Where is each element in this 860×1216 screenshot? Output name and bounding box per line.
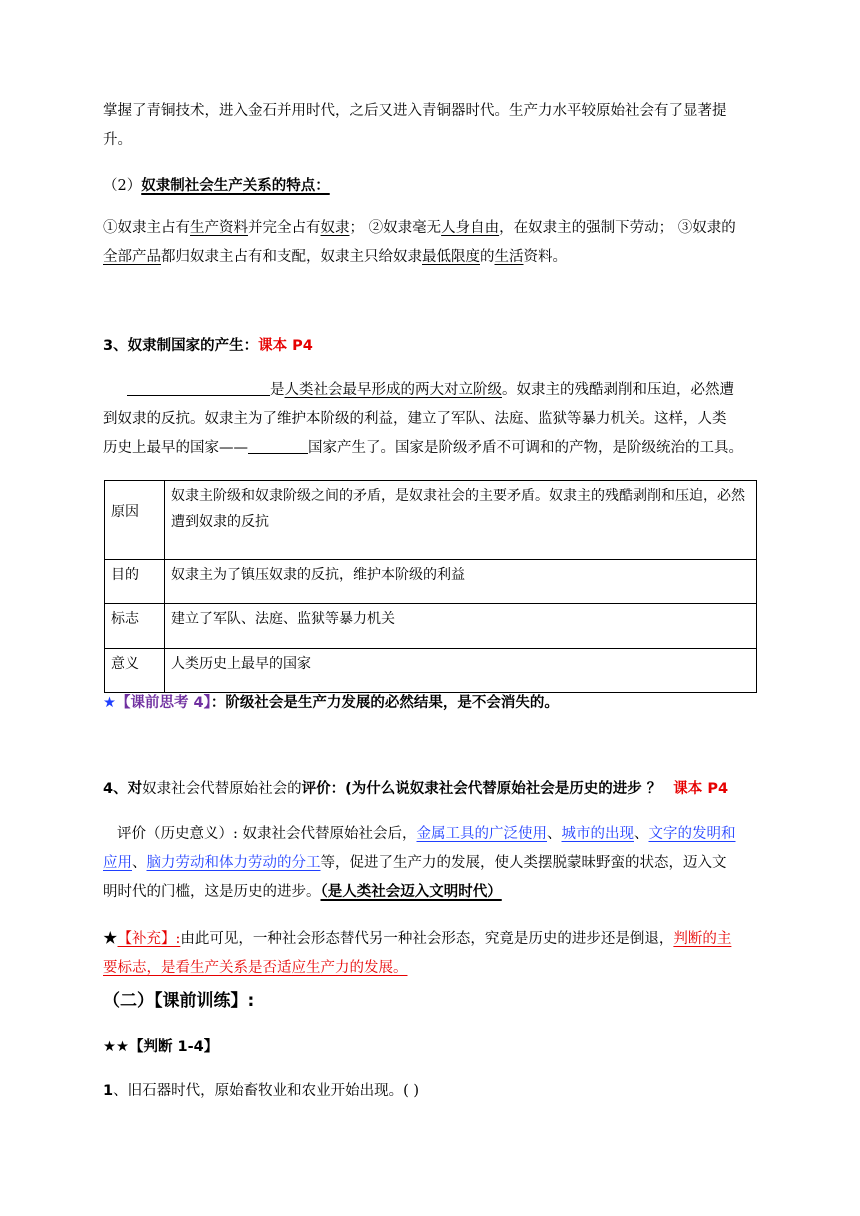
traits-text: ，在奴隶主的强制下劳动； ③奴隶的 xyxy=(499,220,736,236)
traits-text: 并完全占有 xyxy=(248,220,321,236)
table-value-cell: 奴隶主为了镇压奴隶的反抗，维护本阶级的利益 xyxy=(165,560,757,604)
supplement-note xyxy=(103,925,763,983)
training-heading xyxy=(103,986,254,1016)
eval-line-3 xyxy=(103,878,763,907)
table-value-cell: 人类历史上最早的国家 xyxy=(165,649,757,693)
table-key-cell: 原因 xyxy=(105,481,165,560)
supplement-label: 【补充】: xyxy=(117,931,181,947)
eval-line-1 xyxy=(103,820,763,849)
state-line-1 xyxy=(103,376,763,405)
section-2-title: 奴隶制社会生产关系的特点： xyxy=(141,178,330,194)
intro-line-2: 升。 xyxy=(103,132,132,148)
eval-text: 明时代的门槛，这是历史的进步。 xyxy=(103,884,321,900)
traits-underlined: 全部产品 xyxy=(103,249,161,265)
traits-text: 资料。 xyxy=(523,249,567,265)
think-4-text: ：阶级社会是生产力发展的必然结果，是不会消失的。 xyxy=(210,695,559,711)
table-value-cell: 建立了军队、法庭、监狱等暴力机关 xyxy=(165,604,757,649)
state-underlined: 人类社会最早形成的两大对立阶级 xyxy=(284,382,502,398)
state-text: 国家产生了。国家是阶级矛盾不可调和的产物，是阶级统治的工具。 xyxy=(308,440,743,456)
eval-text: 评价（历史意义）: 奴隶社会代替原始社会后， xyxy=(117,826,417,842)
question-number: 1 xyxy=(103,1083,114,1099)
question-text: 、旧石器时代，原始畜牧业和农业开始出现。( ) xyxy=(113,1083,420,1099)
section-4-textbook-ref: 课本 P4 xyxy=(673,781,729,797)
state-line-3 xyxy=(103,434,763,463)
section-3-heading xyxy=(103,332,313,361)
traits-text: 都归奴隶主占有和支配，奴隶主只给奴隶 xyxy=(161,249,422,265)
table-value-cell: 奴隶主阶级和奴隶阶级之间的矛盾，是奴隶社会的主要矛盾。奴隶主的残酷剥削和压迫，必然遭到奴隶的反抗 xyxy=(165,481,757,560)
eval-highlight: 城市的出现 xyxy=(561,826,634,842)
eval-highlight: 文字的发明和 xyxy=(648,826,736,842)
section-4-title-part: 评价：(为什么说奴隶社会代替原始社会是历史的进步 ？ xyxy=(301,781,662,797)
section-2-heading xyxy=(103,172,330,201)
eval-highlight: 金属工具的广泛使用 xyxy=(416,826,547,842)
eval-text: 等，促进了生产力的发展，使人类摆脱蒙昧野蛮的状态，迈入文 xyxy=(320,855,727,871)
info-table xyxy=(104,480,757,693)
traits-underlined: 生产资料 xyxy=(190,220,248,236)
section-4-title-part: 4、对 xyxy=(103,781,143,797)
table-key-cell: 意义 xyxy=(105,649,165,693)
eval-conclusion: （是人类社会迈入文明时代） xyxy=(320,884,502,900)
star-icon: ★ xyxy=(103,695,116,711)
question-1 xyxy=(103,1077,419,1106)
supplement-highlight: 判断的主 xyxy=(673,931,732,947)
table-row xyxy=(105,560,757,604)
traits-underlined: 人身自由 xyxy=(441,220,500,236)
star-icon: ★ xyxy=(103,931,118,947)
state-line-2: 到奴隶的反抗。奴隶主为了维护本阶级的利益，建立了军队、法庭、监狱等暴力机关。这样，人类 xyxy=(103,411,727,427)
eval-highlight: 脑力劳动和体力劳动的分工 xyxy=(146,855,321,871)
intro-line-1: 掌握了青铜技术，进入金石并用时代，之后又进入青铜器时代。生产力水平较原始社会有了显著提 xyxy=(103,103,727,119)
supplement-line-2 xyxy=(103,954,763,983)
eval-highlight: 应用 xyxy=(103,855,132,871)
eval-text: 、 xyxy=(132,855,147,871)
traits-text: 的 xyxy=(480,249,495,265)
section-3-textbook-ref: 课本 P4 xyxy=(258,338,313,354)
section-3-title: 3、奴隶制国家的产生： xyxy=(103,338,259,354)
supplement-line-1 xyxy=(103,925,763,954)
evaluation-paragraph xyxy=(103,820,763,907)
think-4-label: 【课前思考 4】 xyxy=(116,695,211,711)
training-title: （二）【课前训练】: xyxy=(103,991,255,1011)
table-row xyxy=(105,604,757,649)
section-4-title-part: 奴隶社会代替原始社会的 xyxy=(142,781,302,797)
traits-underlined: 奴隶 xyxy=(320,220,350,236)
judgement-title: ★★【判断 1-4】 xyxy=(103,1039,219,1055)
intro-paragraph xyxy=(103,97,763,155)
eval-text: 、 xyxy=(634,826,649,842)
eval-line-2 xyxy=(103,849,763,878)
state-origin-table xyxy=(104,480,757,693)
traits-paragraph xyxy=(103,214,763,272)
eval-text: 、 xyxy=(547,826,562,842)
table-key-cell: 标志 xyxy=(105,604,165,649)
table-row xyxy=(105,649,757,693)
traits-underlined: 生活 xyxy=(494,249,524,265)
traits-text: ①奴隶主占有 xyxy=(103,220,190,236)
judgement-heading xyxy=(103,1033,218,1062)
traits-line-2 xyxy=(103,243,763,272)
supplement-text: 由此可见，一种社会形态替代另一种社会形态，究竟是历史的进步还是倒退， xyxy=(180,931,674,947)
traits-line-1 xyxy=(103,214,763,243)
state-paragraph xyxy=(103,376,763,463)
traits-text: ； ②奴隶毫无 xyxy=(349,220,442,236)
state-text: 。奴隶主的残酷剥削和压迫，必然遭 xyxy=(502,382,734,398)
fill-blank-2[interactable] xyxy=(248,437,308,454)
fill-blank-1[interactable] xyxy=(127,379,270,396)
state-text: 是 xyxy=(270,382,285,398)
state-text: 历史上最早的国家—— xyxy=(103,440,248,456)
section-2-prefix: （2） xyxy=(103,178,142,194)
think-4-note xyxy=(103,689,559,718)
table-key-cell: 目的 xyxy=(105,560,165,604)
supplement-highlight: 要标志，是看生产关系是否适应生产力的发展。 xyxy=(103,960,408,976)
section-4-heading xyxy=(103,775,728,804)
traits-underlined: 最低限度 xyxy=(422,249,480,265)
table-row xyxy=(105,481,757,560)
